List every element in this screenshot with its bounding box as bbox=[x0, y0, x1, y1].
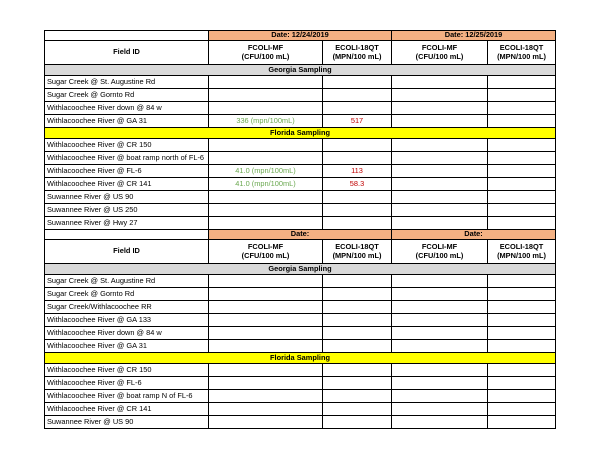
fcoli-cell[interactable] bbox=[209, 314, 323, 327]
ecoli-cell[interactable] bbox=[323, 76, 392, 89]
ecoli-cell-2[interactable] bbox=[488, 340, 556, 353]
fcoli-cell-2[interactable] bbox=[392, 204, 488, 217]
florida-section-row bbox=[45, 128, 556, 139]
ecoli-cell[interactable] bbox=[323, 403, 392, 416]
ecoli-cell-2[interactable] bbox=[488, 314, 556, 327]
ecoli-cell[interactable] bbox=[323, 301, 392, 314]
ecoli-cell[interactable] bbox=[323, 327, 392, 340]
header-fcoli: FCOLI-MF (CFU/100 mL) bbox=[209, 41, 323, 65]
fcoli-cell-2[interactable] bbox=[392, 327, 488, 340]
table-row bbox=[45, 115, 556, 128]
fcoli-cell-2[interactable] bbox=[392, 377, 488, 390]
date-cell-right[interactable]: Date: 12/25/2019 bbox=[392, 31, 556, 41]
header-ecoli: ECOLI-18QT (MPN/100 mL) bbox=[323, 41, 392, 65]
fcoli-cell-2[interactable] bbox=[392, 390, 488, 403]
ecoli-cell[interactable] bbox=[323, 340, 392, 353]
ecoli-cell[interactable]: 113 bbox=[323, 165, 392, 178]
table-row bbox=[45, 102, 556, 115]
date-cell-left[interactable]: Date: 12/24/2019 bbox=[209, 31, 392, 41]
ecoli-cell-2[interactable] bbox=[488, 390, 556, 403]
fcoli-cell[interactable] bbox=[209, 416, 323, 429]
ecoli-cell-2[interactable] bbox=[488, 102, 556, 115]
site-cell[interactable]: Withlacoochee River @ FL-6 bbox=[45, 377, 209, 390]
header-ecoli: ECOLI-18QT (MPN/100 mL) bbox=[323, 240, 392, 264]
florida-section-row bbox=[45, 353, 556, 364]
table-row bbox=[45, 403, 556, 416]
fcoli-cell[interactable]: 41.0 (mpn/100mL) bbox=[209, 165, 323, 178]
site-cell[interactable]: Sugar Creek @ Gornto Rd bbox=[45, 288, 209, 301]
table-row bbox=[45, 340, 556, 353]
site-cell[interactable]: Withlacoochee River down @ 84 w bbox=[45, 327, 209, 340]
table-row bbox=[45, 327, 556, 340]
fcoli-cell[interactable] bbox=[209, 217, 323, 230]
ecoli-cell[interactable] bbox=[323, 377, 392, 390]
ecoli-cell-2[interactable] bbox=[488, 288, 556, 301]
site-cell[interactable]: Withlacoochee River @ GA 31 bbox=[45, 340, 209, 353]
ecoli-cell[interactable] bbox=[323, 288, 392, 301]
fcoli-cell-2[interactable] bbox=[392, 76, 488, 89]
ecoli-cell-2[interactable] bbox=[488, 204, 556, 217]
fcoli-cell[interactable] bbox=[209, 139, 323, 152]
fcoli-cell[interactable] bbox=[209, 390, 323, 403]
date-blank-cell bbox=[45, 230, 209, 240]
georgia-section-label: Georgia Sampling bbox=[45, 264, 556, 275]
ecoli-cell-2[interactable] bbox=[488, 377, 556, 390]
date-header-row bbox=[45, 31, 556, 41]
ecoli-cell[interactable] bbox=[323, 139, 392, 152]
header-fcoli: FCOLI-MF (CFU/100 mL) bbox=[209, 240, 323, 264]
site-cell[interactable]: Withlacoochee River @ FL-6 bbox=[45, 165, 209, 178]
ecoli-cell[interactable] bbox=[323, 416, 392, 429]
ecoli-cell-2[interactable] bbox=[488, 364, 556, 377]
fcoli-cell-2[interactable] bbox=[392, 178, 488, 191]
date-cell-left[interactable]: Date: bbox=[209, 230, 392, 240]
ecoli-cell-2[interactable] bbox=[488, 403, 556, 416]
ecoli-cell[interactable] bbox=[323, 89, 392, 102]
site-cell[interactable]: Withlacoochee River @ boat ramp north of FL-6 bbox=[45, 152, 209, 165]
florida-section-label: Florida Sampling bbox=[45, 353, 556, 364]
ecoli-cell[interactable] bbox=[323, 204, 392, 217]
table-row bbox=[45, 377, 556, 390]
table-row bbox=[45, 89, 556, 102]
ecoli-cell[interactable] bbox=[323, 390, 392, 403]
ecoli-cell-2[interactable] bbox=[488, 115, 556, 128]
fcoli-cell-2[interactable] bbox=[392, 102, 488, 115]
fcoli-cell[interactable] bbox=[209, 275, 323, 288]
site-cell[interactable]: Withlacoochee River @ CR 150 bbox=[45, 139, 209, 152]
fcoli-cell-2[interactable] bbox=[392, 416, 488, 429]
fcoli-cell[interactable]: 336 (mpn/100mL) bbox=[209, 115, 323, 128]
ecoli-cell-2[interactable] bbox=[488, 301, 556, 314]
site-cell[interactable]: Suwannee River @ US 90 bbox=[45, 416, 209, 429]
georgia-section-row bbox=[45, 264, 556, 275]
fcoli-cell-2[interactable] bbox=[392, 217, 488, 230]
table-row bbox=[45, 314, 556, 327]
site-cell[interactable]: Sugar Creek @ St. Augustine Rd bbox=[45, 275, 209, 288]
fcoli-cell[interactable] bbox=[209, 288, 323, 301]
fcoli-cell-2[interactable] bbox=[392, 364, 488, 377]
site-cell[interactable]: Suwannee River @ Hwy 27 bbox=[45, 217, 209, 230]
table-row bbox=[45, 416, 556, 429]
fcoli-cell[interactable] bbox=[209, 76, 323, 89]
fcoli-cell[interactable] bbox=[209, 89, 323, 102]
georgia-section-row bbox=[45, 65, 556, 76]
ecoli-cell-2[interactable] bbox=[488, 327, 556, 340]
ecoli-cell-2[interactable] bbox=[488, 275, 556, 288]
fcoli-cell-2[interactable] bbox=[392, 275, 488, 288]
column-header-row bbox=[45, 240, 556, 264]
ecoli-cell-2[interactable] bbox=[488, 191, 556, 204]
ecoli-cell[interactable] bbox=[323, 364, 392, 377]
header-ecoli-2: ECOLI-18QT (MPN/100 mL) bbox=[488, 240, 556, 264]
header-field-id: Field ID bbox=[45, 41, 209, 65]
header-fcoli-2: FCOLI-MF (CFU/100 mL) bbox=[392, 41, 488, 65]
fcoli-cell[interactable] bbox=[209, 340, 323, 353]
date-blank-cell bbox=[45, 31, 209, 41]
date-cell-right[interactable]: Date: bbox=[392, 230, 556, 240]
ecoli-cell[interactable] bbox=[323, 217, 392, 230]
sampling-table bbox=[44, 30, 556, 429]
fcoli-cell[interactable] bbox=[209, 364, 323, 377]
florida-section-label: Florida Sampling bbox=[45, 128, 556, 139]
site-cell[interactable]: Withlacoochee River down @ 84 w bbox=[45, 102, 209, 115]
ecoli-cell[interactable] bbox=[323, 191, 392, 204]
georgia-section-label: Georgia Sampling bbox=[45, 65, 556, 76]
header-field-id: Field ID bbox=[45, 240, 209, 264]
ecoli-cell[interactable] bbox=[323, 152, 392, 165]
fcoli-cell-2[interactable] bbox=[392, 89, 488, 102]
fcoli-cell[interactable] bbox=[209, 377, 323, 390]
fcoli-cell-2[interactable] bbox=[392, 301, 488, 314]
table-row bbox=[45, 139, 556, 152]
ecoli-cell-2[interactable] bbox=[488, 416, 556, 429]
fcoli-cell-2[interactable] bbox=[392, 403, 488, 416]
fcoli-cell[interactable] bbox=[209, 152, 323, 165]
table-row bbox=[45, 191, 556, 204]
fcoli-cell[interactable] bbox=[209, 102, 323, 115]
ecoli-cell-2[interactable] bbox=[488, 89, 556, 102]
table-row bbox=[45, 152, 556, 165]
table-row bbox=[45, 301, 556, 314]
ecoli-cell[interactable]: 58.3 bbox=[323, 178, 392, 191]
ecoli-cell-2[interactable] bbox=[488, 76, 556, 89]
table-row bbox=[45, 390, 556, 403]
sampling-spreadsheet bbox=[44, 30, 555, 429]
site-cell[interactable]: Sugar Creek @ St. Augustine Rd bbox=[45, 76, 209, 89]
fcoli-cell-2[interactable] bbox=[392, 165, 488, 178]
header-ecoli-2: ECOLI-18QT (MPN/100 mL) bbox=[488, 41, 556, 65]
site-cell[interactable]: Withlacoochee River @ GA 133 bbox=[45, 314, 209, 327]
fcoli-cell-2[interactable] bbox=[392, 152, 488, 165]
fcoli-cell[interactable] bbox=[209, 191, 323, 204]
table-row bbox=[45, 217, 556, 230]
fcoli-cell-2[interactable] bbox=[392, 191, 488, 204]
ecoli-cell[interactable]: 517 bbox=[323, 115, 392, 128]
date-header-row bbox=[45, 230, 556, 240]
site-cell[interactable]: Suwannee River @ US 90 bbox=[45, 191, 209, 204]
header-fcoli-2: FCOLI-MF (CFU/100 mL) bbox=[392, 240, 488, 264]
table-row bbox=[45, 275, 556, 288]
ecoli-cell-2[interactable] bbox=[488, 178, 556, 191]
fcoli-cell-2[interactable] bbox=[392, 314, 488, 327]
table-row bbox=[45, 178, 556, 191]
site-cell[interactable]: Withlacoochee River @ CR 141 bbox=[45, 178, 209, 191]
fcoli-cell[interactable] bbox=[209, 204, 323, 217]
table-row bbox=[45, 204, 556, 217]
table-row bbox=[45, 165, 556, 178]
ecoli-cell[interactable] bbox=[323, 314, 392, 327]
column-header-row bbox=[45, 41, 556, 65]
ecoli-cell[interactable] bbox=[323, 102, 392, 115]
sampling-table-body bbox=[45, 31, 556, 429]
site-cell[interactable]: Sugar Creek/Withlacoochee RR bbox=[45, 301, 209, 314]
site-cell[interactable]: Sugar Creek @ Gornto Rd bbox=[45, 89, 209, 102]
fcoli-cell[interactable]: 41.0 (mpn/100mL) bbox=[209, 178, 323, 191]
ecoli-cell[interactable] bbox=[323, 275, 392, 288]
fcoli-cell-2[interactable] bbox=[392, 288, 488, 301]
ecoli-cell-2[interactable] bbox=[488, 152, 556, 165]
site-cell[interactable]: Withlacoochee River @ CR 141 bbox=[45, 403, 209, 416]
fcoli-cell-2[interactable] bbox=[392, 340, 488, 353]
fcoli-cell-2[interactable] bbox=[392, 115, 488, 128]
fcoli-cell[interactable] bbox=[209, 403, 323, 416]
fcoli-cell[interactable] bbox=[209, 327, 323, 340]
table-row bbox=[45, 364, 556, 377]
site-cell[interactable]: Withlacoochee River @ CR 150 bbox=[45, 364, 209, 377]
site-cell[interactable]: Withlacoochee River @ GA 31 bbox=[45, 115, 209, 128]
ecoli-cell-2[interactable] bbox=[488, 165, 556, 178]
table-row bbox=[45, 76, 556, 89]
fcoli-cell-2[interactable] bbox=[392, 139, 488, 152]
ecoli-cell-2[interactable] bbox=[488, 217, 556, 230]
table-row bbox=[45, 288, 556, 301]
fcoli-cell[interactable] bbox=[209, 301, 323, 314]
site-cell[interactable]: Withlacoochee River @ boat ramp N of FL-6 bbox=[45, 390, 209, 403]
site-cell[interactable]: Suwannee River @ US 250 bbox=[45, 204, 209, 217]
ecoli-cell-2[interactable] bbox=[488, 139, 556, 152]
